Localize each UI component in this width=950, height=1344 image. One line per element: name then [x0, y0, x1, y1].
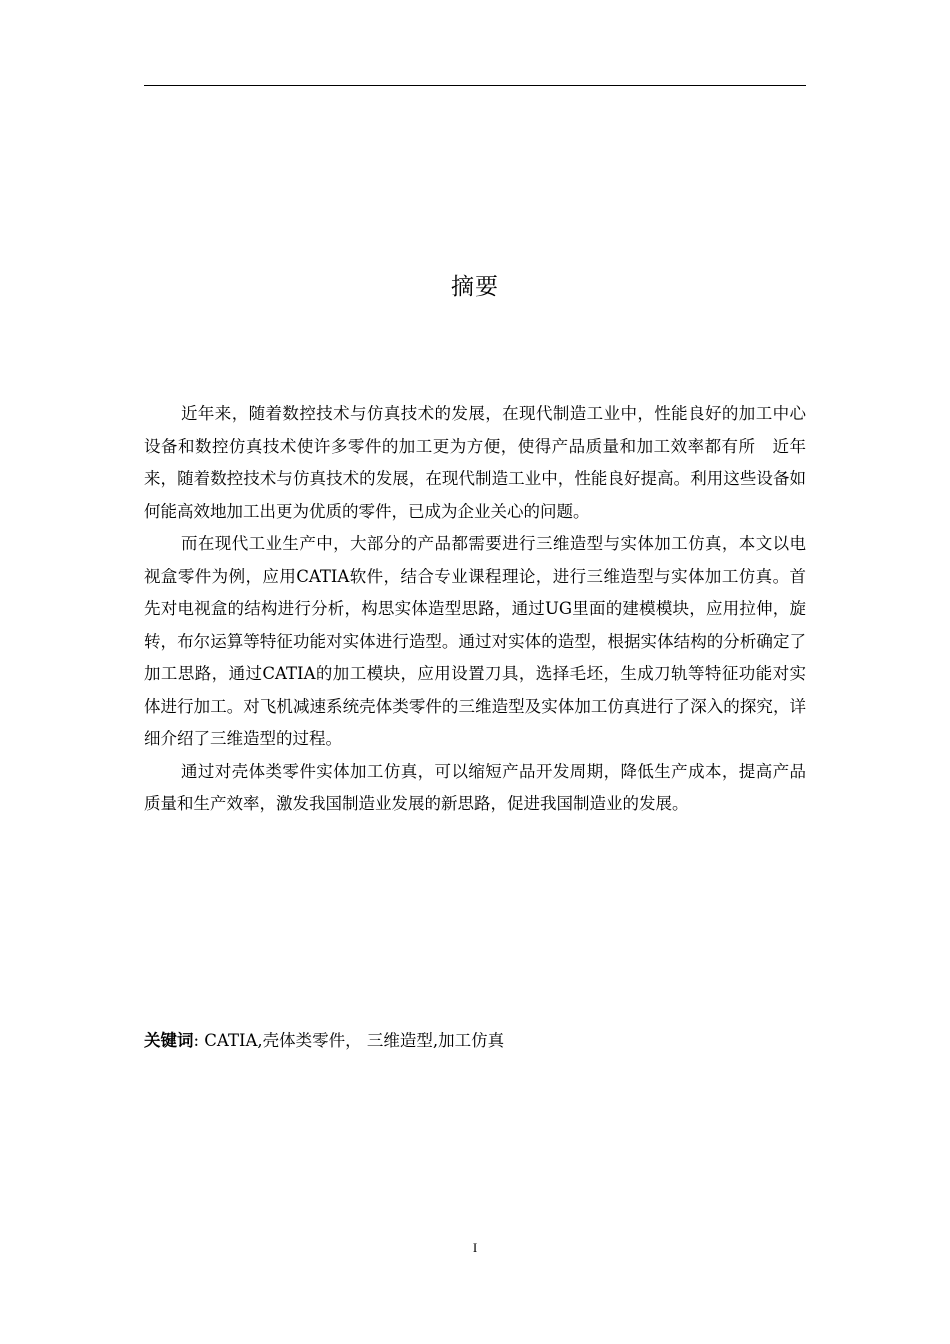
keywords-label: 关键词 — [144, 1031, 194, 1050]
page-title: 摘要 — [451, 274, 499, 300]
abstract-paragraph-3: 通过对壳体类零件实体加工仿真，可以缩短产品开发周期，降低生产成本，提高产品质量和生产效率，激发我国制造业发展的新思路，促进我国制造业的发展。 — [144, 761, 806, 813]
keywords-text: : CATIA,壳体类零件， 三维造型,加工仿真 — [193, 1031, 505, 1050]
page-number: I — [472, 1240, 478, 1255]
keywords-line — [144, 1027, 806, 1055]
abstract-paragraph-1: 近年来，随着数控技术与仿真技术的发展，在现代制造工业中，性能良好的加工中心设备和数控仿真技术使许多零件的加工更为方便，使得产品质量和加工效率都有所 近年来，随着数控技术与仿真技术的发展，在现代制造工业中，性能良好提高。利用这些设备如何能高效地加工出更为优质的零件，已成为企业关心的问题。 — [144, 404, 806, 521]
abstract-body — [144, 398, 806, 821]
header-rule — [144, 85, 806, 86]
abstract-paragraph-2: 而在现代工业生产中，大部分的产品都需要进行三维造型与实体加工仿真，本文以电视盒零件为例，应用CATIA软件，结合专业课程理论，进行三维造型与实体加工仿真。首先对电视盒的结构进行分析，构思实体造型思路，通过UG里面的建模模块，应用拉伸，旋转，布尔运算等特征功能对实体进行造型。通过对实体的造型，根据实体结构的分析确定了加工思路，通过CATIA的加工模块，应用设置刀具，选择毛坯，生成刀轨等特征功能对实体进行加工。对飞机减速系统壳体类零件的三维造型及实体加工仿真进行了深入的探究，详细介绍了三维造型的过程。 — [144, 534, 806, 748]
